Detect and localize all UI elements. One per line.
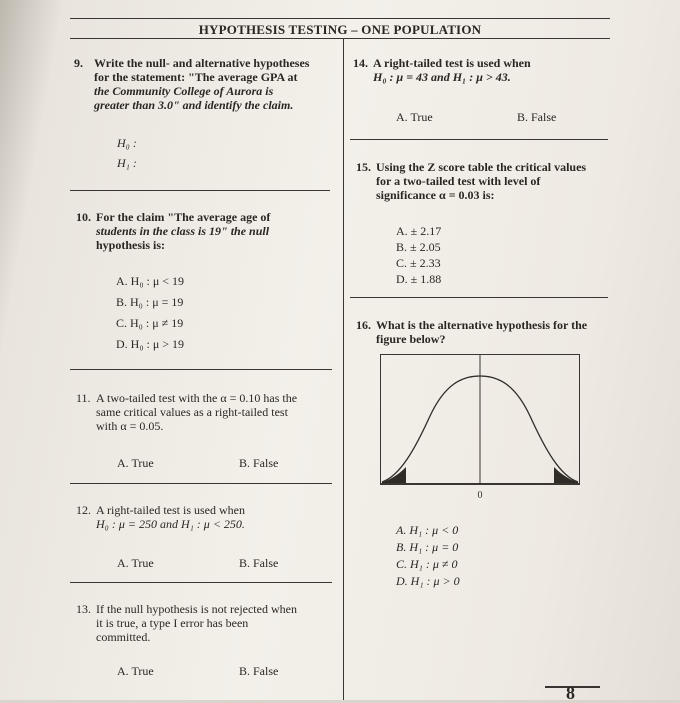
q9-rule <box>70 190 330 191</box>
header-bottom-rule <box>70 38 610 39</box>
q11-true-option[interactable]: A. True <box>117 456 154 470</box>
question-16: 16. What is the alternative hypothesis for the figure below? <box>356 318 616 346</box>
q11-rule <box>70 483 332 484</box>
question-15: 15. Using the Z score table the critical values for a two-tailed test with level of significance α = 0.03 is: <box>356 160 616 202</box>
q14-line-1: A right-tailed test is used when <box>373 56 531 70</box>
q15-option-d[interactable]: D. ± 1.88 <box>396 272 442 286</box>
normal-curve-figure <box>380 354 580 506</box>
q16-option-d[interactable]: D. H₁ : μ > 0 <box>396 574 460 588</box>
q16-option-a[interactable]: A. H₁ : μ < 0 <box>396 523 459 537</box>
q13-true-option[interactable]: A. True <box>117 664 154 678</box>
q15-rule <box>350 297 608 298</box>
q15-line-2: for a two-tailed test with level of <box>376 174 541 188</box>
question-9: 9. Write the null- and alternative hypotheses for the statement: "The average GPA at the Community College of Aurora is greater than 3.0" and identify the claim. <box>74 56 342 112</box>
q12-rule <box>70 582 332 583</box>
q14-true-option[interactable]: A. True <box>396 110 433 124</box>
q14-line-2: H₀ : μ = 43 and H₁ : μ > 43. <box>373 70 511 84</box>
q13-line-2: it is true, a type I error has been <box>96 616 249 630</box>
q16-line-2: figure below? <box>376 332 446 346</box>
q10-option-d[interactable]: D. H₀ : μ > 19 <box>116 337 185 351</box>
column-divider <box>343 38 344 700</box>
q14-rule <box>350 139 608 140</box>
q12-line-1: A right-tailed test is used when <box>96 503 245 517</box>
question-13: 13. If the null hypothesis is not rejected when it is true, a type I error has been committed. <box>76 602 342 644</box>
q10-option-a[interactable]: A. H₀ : μ < 19 <box>116 274 185 288</box>
q11-line-1: A two-tailed test with the α = 0.10 has the <box>96 391 298 405</box>
q15-option-a[interactable]: A. ± 2.17 <box>396 224 442 238</box>
q10-line-1: For the claim "The average age of <box>96 210 271 224</box>
q10-option-c[interactable]: C. H₀ : μ ≠ 19 <box>116 316 184 330</box>
q12-line-2: H₀ : μ = 250 and H₁ : μ < 250. <box>96 517 245 531</box>
q9-line-3: the Community College of Aurora is <box>94 84 274 98</box>
q10-option-b[interactable]: B. H₀ : μ = 19 <box>116 295 184 309</box>
q15-option-c[interactable]: C. ± 2.33 <box>396 256 441 270</box>
q9-h0-label: H₀ : <box>117 136 137 150</box>
q16-line-1: What is the alternative hypothesis for the <box>376 318 588 332</box>
q15-line-3: significance α = 0.03 is: <box>376 188 495 202</box>
question-11: 11. A two-tailed test with the α = 0.10 has the same critical values as a right-tailed test with α = 0.05. <box>76 391 342 433</box>
q15-option-b[interactable]: B. ± 2.05 <box>396 240 441 254</box>
question-14: 14. A right-tailed test is used when H₀ : μ = 43 and H₁ : μ > 43. <box>353 56 613 84</box>
q12-true-option[interactable]: A. True <box>117 556 154 570</box>
q15-line-1: Using the Z score table the critical values <box>376 160 587 174</box>
q13-line-1: If the null hypothesis is not rejected when <box>96 602 297 616</box>
corner-mark: 8 <box>566 683 575 703</box>
q9-line-2: for the statement: "The average GPA at <box>94 70 298 84</box>
q10-line-3: hypothesis is: <box>96 238 166 252</box>
question-12: 12. A right-tailed test is used when H₀ : μ = 250 and H₁ : μ < 250. <box>76 503 342 531</box>
q9-line-4: greater than 3.0" and identify the claim. <box>94 98 294 112</box>
q16-option-b[interactable]: B. H₁ : μ = 0 <box>396 540 459 554</box>
q16-option-c[interactable]: C. H₁ : μ ≠ 0 <box>396 557 458 571</box>
q12-false-option[interactable]: B. False <box>239 556 279 570</box>
q13-false-option[interactable]: B. False <box>239 664 279 678</box>
q9-h1-label: H₁ : <box>117 156 137 170</box>
q13-line-3: committed. <box>96 630 151 644</box>
page-title: HYPOTHESIS TESTING – ONE POPULATION <box>198 22 482 37</box>
q9-line-1: Write the null- and alternative hypotheses <box>94 56 310 70</box>
q11-line-3: with α = 0.05. <box>96 419 164 433</box>
q10-rule <box>70 369 332 370</box>
q10-line-2: students in the class is 19" the null <box>96 224 270 238</box>
q14-false-option[interactable]: B. False <box>517 110 557 124</box>
q11-false-option[interactable]: B. False <box>239 456 279 470</box>
question-10: 10. For the claim "The average age of students in the class is 19" the null hypothesis is: <box>76 210 342 252</box>
q11-line-2: same critical values as a right-tailed test <box>96 405 288 419</box>
header-top-rule <box>70 18 610 19</box>
figure-zero-label: 0 <box>477 490 483 501</box>
